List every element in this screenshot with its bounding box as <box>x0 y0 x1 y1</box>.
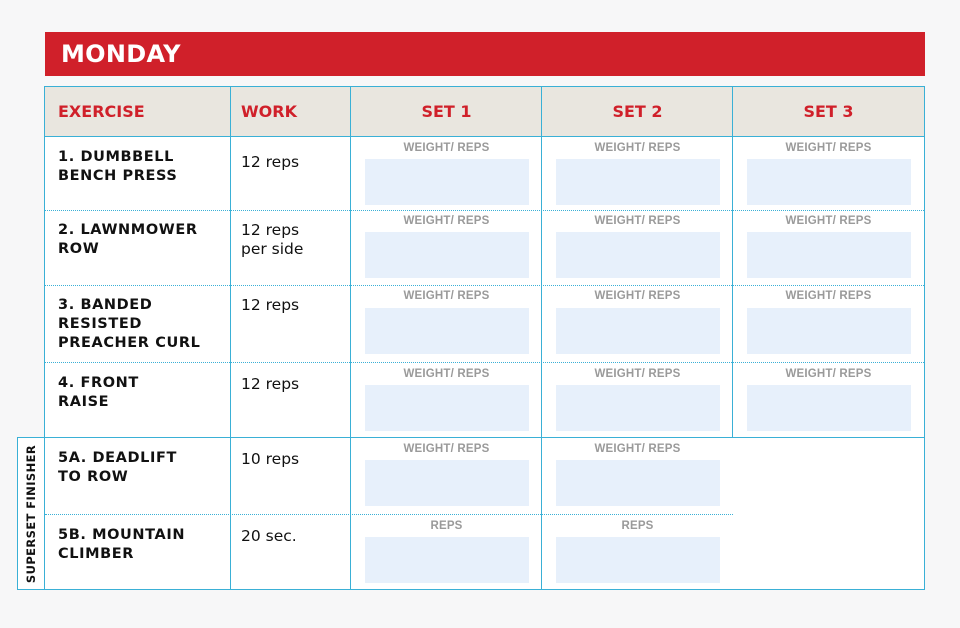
set-2-input[interactable] <box>556 385 720 431</box>
set-2-input[interactable] <box>556 460 720 506</box>
exercise-row <box>45 137 924 210</box>
set-2-input[interactable] <box>556 232 720 278</box>
set-1-label: WEIGHT/ REPS <box>403 368 490 380</box>
set-2-label: WEIGHT/ REPS <box>594 368 681 380</box>
set-3-label: WEIGHT/ REPS <box>785 368 872 380</box>
table-header-row <box>45 87 924 137</box>
set-1-input[interactable] <box>365 159 529 205</box>
exercise-work: 20 sec. <box>241 527 297 545</box>
set-3-input[interactable] <box>747 159 911 205</box>
exercise-work: 12 reps per side <box>241 221 304 258</box>
day-title: MONDAY <box>61 40 181 68</box>
set-1-input[interactable] <box>365 460 529 506</box>
set-2-label: WEIGHT/ REPS <box>594 215 681 227</box>
set-2-input[interactable] <box>556 537 720 583</box>
exercise-work: 12 reps <box>241 375 300 393</box>
header-exercise: EXERCISE <box>58 102 145 121</box>
set-2-input[interactable] <box>556 159 720 205</box>
set-3-label: WEIGHT/ REPS <box>785 215 872 227</box>
set-1-label: WEIGHT/ REPS <box>403 215 490 227</box>
exercise-name: 5B. MOUNTAIN CLIMBER <box>58 527 186 562</box>
set-3-label: WEIGHT/ REPS <box>785 290 872 302</box>
exercise-row <box>45 363 924 437</box>
set-2-label: WEIGHT/ REPS <box>594 290 681 302</box>
exercise-name: 3. BANDED RESISTED PREACHER CURL <box>58 297 201 351</box>
exercise-name: 5A. DEADLIFT TO ROW <box>58 450 177 485</box>
exercise-row <box>45 211 924 285</box>
set-1-label: WEIGHT/ REPS <box>403 443 490 455</box>
set-1-input[interactable] <box>365 308 529 354</box>
set-1-label: WEIGHT/ REPS <box>403 290 490 302</box>
set-1-label: WEIGHT/ REPS <box>403 142 490 154</box>
set-3-input[interactable] <box>747 385 911 431</box>
set-3-label: WEIGHT/ REPS <box>785 142 872 154</box>
exercise-work: 10 reps <box>241 450 300 468</box>
exercise-row <box>45 286 924 362</box>
set-3-input[interactable] <box>747 308 911 354</box>
exercise-row <box>45 438 924 514</box>
exercise-name: 1. DUMBBELL BENCH PRESS <box>58 149 178 184</box>
set-2-input[interactable] <box>556 308 720 354</box>
exercise-row <box>45 515 924 589</box>
superset-finisher-tab <box>17 437 44 590</box>
exercise-work: 12 reps <box>241 296 300 314</box>
header-work: WORK <box>241 102 297 121</box>
workout-table <box>44 86 925 590</box>
set-2-label: REPS <box>621 520 654 532</box>
exercise-work: 12 reps <box>241 153 300 171</box>
set-2-label: WEIGHT/ REPS <box>594 443 681 455</box>
set-1-label: REPS <box>430 520 463 532</box>
day-header-bar <box>45 32 925 76</box>
set-2-label: WEIGHT/ REPS <box>594 142 681 154</box>
exercise-name: 2. LAWNMOWER ROW <box>58 222 198 257</box>
header-set-2: SET 2 <box>612 102 663 121</box>
set-1-input[interactable] <box>365 232 529 278</box>
exercise-name: 4. FRONT RAISE <box>58 375 139 410</box>
set-1-input[interactable] <box>365 537 529 583</box>
set-1-input[interactable] <box>365 385 529 431</box>
header-set-1: SET 1 <box>421 102 472 121</box>
header-set-3: SET 3 <box>803 102 854 121</box>
superset-label: SUPERSET FINISHER <box>24 444 38 583</box>
set-3-input[interactable] <box>747 232 911 278</box>
